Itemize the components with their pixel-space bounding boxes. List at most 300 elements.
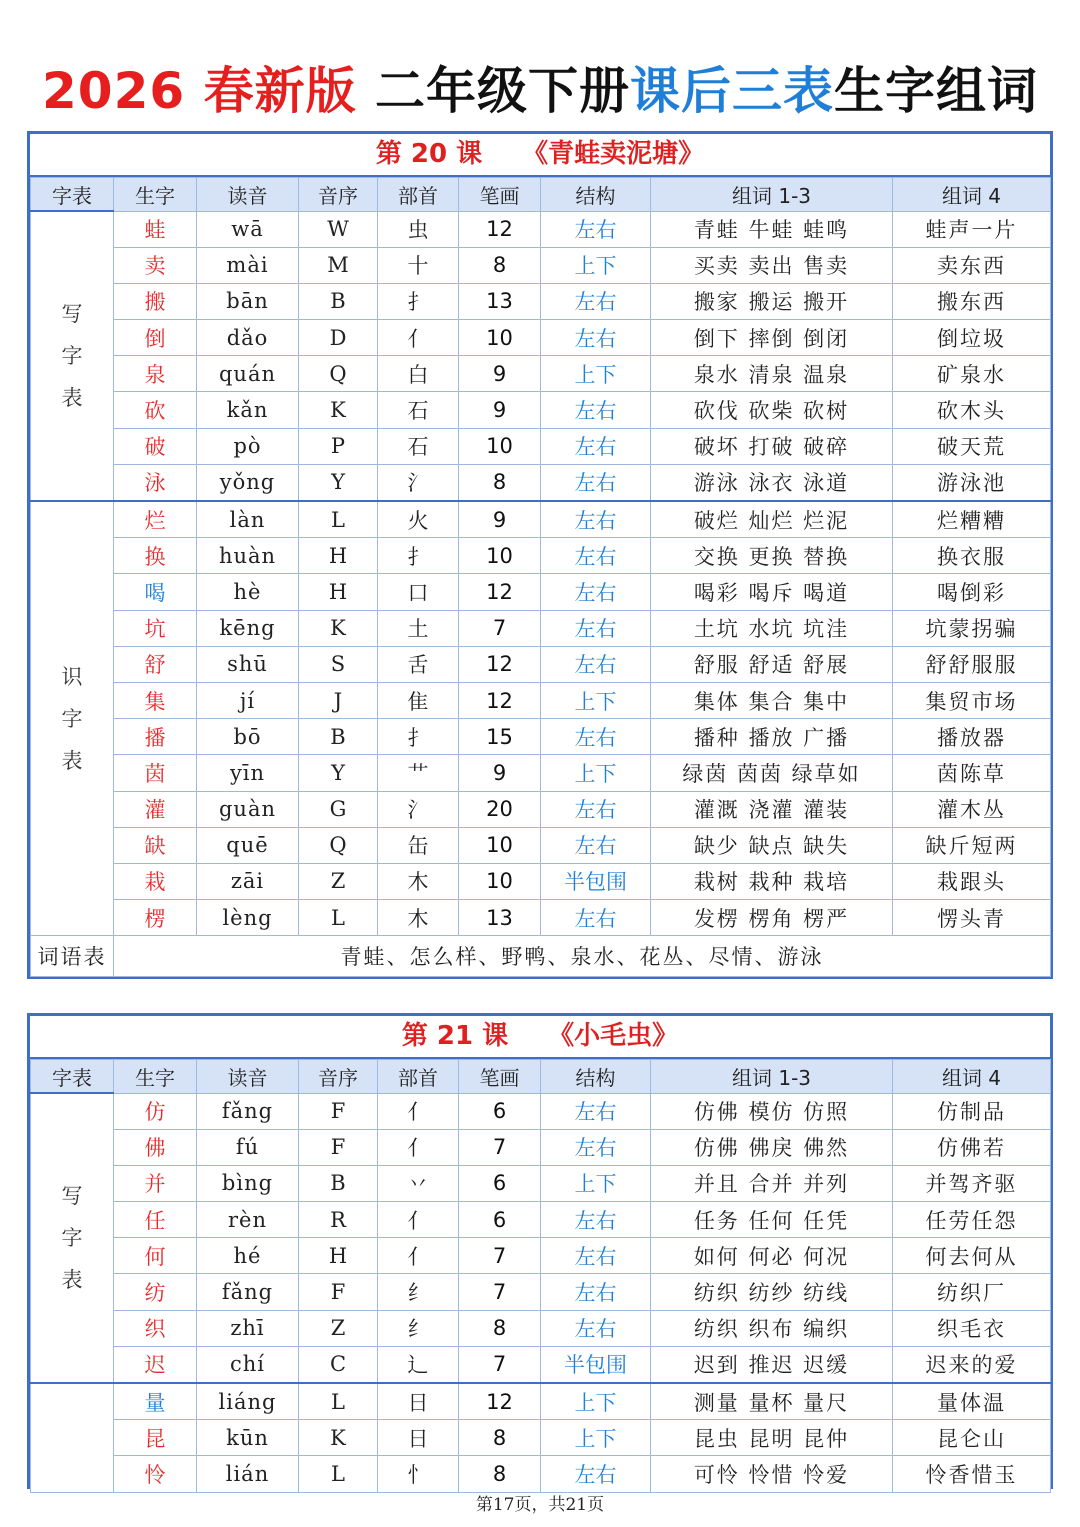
stroke-count-cell: 8 bbox=[459, 1456, 541, 1492]
col-header: 组词 4 bbox=[893, 1060, 1051, 1094]
stroke-count-cell: 7 bbox=[459, 1238, 541, 1274]
radical-cell: 扌 bbox=[378, 538, 459, 574]
word-group-cell: 土坑 水坑 坑洼 bbox=[651, 610, 893, 646]
stroke-count-cell: 12 bbox=[459, 682, 541, 718]
initial-letter-cell: F bbox=[299, 1093, 378, 1129]
pinyin-cell: liáng bbox=[197, 1383, 299, 1420]
pinyin-cell: guàn bbox=[197, 791, 299, 827]
radical-cell: 土 bbox=[378, 610, 459, 646]
initial-letter-cell: B bbox=[299, 283, 378, 319]
stroke-count-cell: 8 bbox=[459, 247, 541, 283]
pinyin-cell: wā bbox=[197, 211, 299, 247]
initial-letter-cell: W bbox=[299, 211, 378, 247]
table-row bbox=[31, 1456, 1051, 1492]
word-group-cell: 缺少 缺点 缺失 bbox=[651, 827, 893, 863]
col-header: 组词 1-3 bbox=[651, 178, 893, 212]
pinyin-cell: zhī bbox=[197, 1310, 299, 1346]
character-cell: 昆 bbox=[114, 1420, 197, 1456]
structure-cell: 上下 bbox=[541, 356, 651, 392]
radical-cell: 虫 bbox=[378, 211, 459, 247]
radical-cell: 日 bbox=[378, 1383, 459, 1420]
stroke-count-cell: 13 bbox=[459, 283, 541, 319]
structure-cell: 左右 bbox=[541, 392, 651, 428]
character-cell: 灌 bbox=[114, 791, 197, 827]
initial-letter-cell: R bbox=[299, 1202, 378, 1238]
word-group-cell: 发楞 楞角 楞严 bbox=[651, 900, 893, 936]
radical-cell: 亻 bbox=[378, 1238, 459, 1274]
group-label-char: 字 bbox=[61, 1226, 83, 1250]
radical-cell: 氵 bbox=[378, 791, 459, 827]
pinyin-cell: bìng bbox=[197, 1165, 299, 1201]
stroke-count-cell: 12 bbox=[459, 211, 541, 247]
vocabulary-label: 词语表 bbox=[31, 936, 114, 977]
structure-cell: 左右 bbox=[541, 283, 651, 319]
word-group-cell: 并且 合并 并列 bbox=[651, 1165, 893, 1201]
table-row bbox=[31, 283, 1051, 319]
stroke-count-cell: 13 bbox=[459, 900, 541, 936]
col-header: 笔画 bbox=[459, 1060, 541, 1094]
initial-letter-cell: B bbox=[299, 719, 378, 755]
table-row bbox=[31, 1310, 1051, 1346]
pinyin-cell: bō bbox=[197, 719, 299, 755]
col-header: 字表 bbox=[31, 178, 114, 212]
lesson-21-section bbox=[27, 1013, 1053, 1489]
character-cell: 泳 bbox=[114, 464, 197, 501]
character-cell: 仿 bbox=[114, 1093, 197, 1129]
word-four-cell: 坑蒙拐骗 bbox=[893, 610, 1051, 646]
pinyin-cell: dǎo bbox=[197, 320, 299, 356]
col-header: 字表 bbox=[31, 1060, 114, 1094]
initial-letter-cell: Y bbox=[299, 464, 378, 501]
table-row bbox=[31, 320, 1051, 356]
lesson-21-body bbox=[31, 1060, 1051, 1493]
structure-cell: 上下 bbox=[541, 682, 651, 718]
word-group-cell: 泉水 清泉 温泉 bbox=[651, 356, 893, 392]
writing-table-label bbox=[31, 211, 114, 501]
character-cell: 卖 bbox=[114, 247, 197, 283]
table-row bbox=[31, 1093, 1051, 1129]
radical-cell: 口 bbox=[378, 574, 459, 610]
character-cell: 栽 bbox=[114, 863, 197, 899]
stroke-count-cell: 6 bbox=[459, 1202, 541, 1238]
word-four-cell: 愣头青 bbox=[893, 900, 1051, 936]
initial-letter-cell: J bbox=[299, 682, 378, 718]
group-label-char: 字 bbox=[61, 344, 83, 368]
word-four-cell: 播放器 bbox=[893, 719, 1051, 755]
table-row bbox=[31, 1383, 1051, 1420]
pinyin-cell: mài bbox=[197, 247, 299, 283]
table-row bbox=[31, 1165, 1051, 1201]
initial-letter-cell: F bbox=[299, 1274, 378, 1310]
lesson-name: 《小毛虫》 bbox=[548, 1021, 679, 1051]
word-group-cell: 昆虫 昆明 昆仲 bbox=[651, 1420, 893, 1456]
character-cell: 泉 bbox=[114, 356, 197, 392]
stroke-count-cell: 8 bbox=[459, 1310, 541, 1346]
character-cell: 换 bbox=[114, 538, 197, 574]
character-cell: 倒 bbox=[114, 320, 197, 356]
group-label-char: 识 bbox=[61, 664, 83, 689]
table-row bbox=[31, 1420, 1051, 1456]
word-four-cell: 换衣服 bbox=[893, 538, 1051, 574]
word-four-cell: 矿泉水 bbox=[893, 356, 1051, 392]
structure-cell: 左右 bbox=[541, 900, 651, 936]
word-group-cell: 纺织 织布 编织 bbox=[651, 1310, 893, 1346]
lesson-20-section bbox=[27, 131, 1053, 979]
character-cell: 楞 bbox=[114, 900, 197, 936]
table-row bbox=[31, 791, 1051, 827]
initial-letter-cell: Z bbox=[299, 863, 378, 899]
structure-cell: 左右 bbox=[541, 1310, 651, 1346]
initial-letter-cell: G bbox=[299, 791, 378, 827]
table-row bbox=[31, 755, 1051, 791]
word-four-cell: 舒舒服服 bbox=[893, 646, 1051, 682]
word-group-cell: 灌溉 浇灌 灌装 bbox=[651, 791, 893, 827]
pinyin-cell: huàn bbox=[197, 538, 299, 574]
group-label-char: 字 bbox=[61, 706, 83, 731]
stroke-count-cell: 15 bbox=[459, 719, 541, 755]
lesson-21-table bbox=[30, 1059, 1051, 1493]
word-four-cell: 搬东西 bbox=[893, 283, 1051, 319]
word-group-cell: 搬家 搬运 搬开 bbox=[651, 283, 893, 319]
word-four-cell: 茵陈草 bbox=[893, 755, 1051, 791]
col-header: 读音 bbox=[197, 178, 299, 212]
col-header: 生字 bbox=[114, 1060, 197, 1094]
word-four-cell: 游泳池 bbox=[893, 464, 1051, 501]
lesson-header bbox=[30, 134, 1050, 177]
table-row bbox=[31, 1274, 1051, 1310]
word-group-cell: 倒下 摔倒 倒闭 bbox=[651, 320, 893, 356]
character-cell: 茵 bbox=[114, 755, 197, 791]
initial-letter-cell: B bbox=[299, 1165, 378, 1201]
pinyin-cell: fǎng bbox=[197, 1093, 299, 1129]
page-footer: 第17页，共21页 bbox=[475, 1495, 605, 1515]
character-cell: 织 bbox=[114, 1310, 197, 1346]
stroke-count-cell: 8 bbox=[459, 464, 541, 501]
character-cell: 舒 bbox=[114, 646, 197, 682]
character-cell: 砍 bbox=[114, 392, 197, 428]
structure-cell: 左右 bbox=[541, 646, 651, 682]
pinyin-cell: chí bbox=[197, 1346, 299, 1383]
initial-letter-cell: H bbox=[299, 1238, 378, 1274]
col-header: 笔画 bbox=[459, 178, 541, 212]
radical-cell: 氵 bbox=[378, 464, 459, 501]
word-group-cell: 破烂 灿烂 烂泥 bbox=[651, 501, 893, 538]
word-four-cell: 倒垃圾 bbox=[893, 320, 1051, 356]
pinyin-cell: kūn bbox=[197, 1420, 299, 1456]
word-group-cell: 喝彩 喝斥 喝道 bbox=[651, 574, 893, 610]
col-header: 音序 bbox=[299, 178, 378, 212]
word-four-cell: 仿制品 bbox=[893, 1093, 1051, 1129]
col-header: 部首 bbox=[378, 178, 459, 212]
radical-cell: 日 bbox=[378, 1420, 459, 1456]
character-cell: 并 bbox=[114, 1165, 197, 1201]
character-cell: 纺 bbox=[114, 1274, 197, 1310]
lesson-number: 第 20 课 bbox=[375, 139, 483, 169]
word-four-cell: 任劳任怨 bbox=[893, 1202, 1051, 1238]
radical-cell: 亻 bbox=[378, 1202, 459, 1238]
radical-cell: 亻 bbox=[378, 1129, 459, 1165]
stroke-count-cell: 10 bbox=[459, 428, 541, 464]
stroke-count-cell: 10 bbox=[459, 538, 541, 574]
table-row bbox=[31, 900, 1051, 936]
radical-cell: 扌 bbox=[378, 719, 459, 755]
word-group-cell: 可怜 怜惜 怜爱 bbox=[651, 1456, 893, 1492]
word-group-cell: 测量 量杯 量尺 bbox=[651, 1383, 893, 1420]
stroke-count-cell: 7 bbox=[459, 1129, 541, 1165]
group-label-char: 写 bbox=[61, 302, 83, 326]
pinyin-cell: quē bbox=[197, 827, 299, 863]
radical-cell: 石 bbox=[378, 428, 459, 464]
pinyin-cell: shū bbox=[197, 646, 299, 682]
structure-cell: 左右 bbox=[541, 464, 651, 501]
word-four-cell: 昆仑山 bbox=[893, 1420, 1051, 1456]
lesson-20-table bbox=[30, 177, 1051, 977]
word-four-cell: 并驾齐驱 bbox=[893, 1165, 1051, 1201]
character-cell: 播 bbox=[114, 719, 197, 755]
lesson-name: 《青蛙卖泥塘》 bbox=[522, 139, 705, 169]
structure-cell: 左右 bbox=[541, 320, 651, 356]
character-cell: 迟 bbox=[114, 1346, 197, 1383]
radical-cell: 亻 bbox=[378, 320, 459, 356]
stroke-count-cell: 10 bbox=[459, 863, 541, 899]
word-group-cell: 交换 更换 替换 bbox=[651, 538, 893, 574]
stroke-count-cell: 8 bbox=[459, 1420, 541, 1456]
table-row bbox=[31, 1202, 1051, 1238]
radical-cell: 隹 bbox=[378, 682, 459, 718]
word-group-cell: 绿茵 茵茵 绿草如 bbox=[651, 755, 893, 791]
pinyin-cell: lèng bbox=[197, 900, 299, 936]
word-four-cell: 灌木丛 bbox=[893, 791, 1051, 827]
col-header: 音序 bbox=[299, 1060, 378, 1094]
lesson-header bbox=[30, 1016, 1050, 1059]
radical-cell: 纟 bbox=[378, 1310, 459, 1346]
stroke-count-cell: 9 bbox=[459, 392, 541, 428]
col-header: 组词 1-3 bbox=[651, 1060, 893, 1094]
pinyin-cell: pò bbox=[197, 428, 299, 464]
initial-letter-cell: Q bbox=[299, 827, 378, 863]
stroke-count-cell: 10 bbox=[459, 320, 541, 356]
lesson-20-body bbox=[31, 178, 1051, 977]
radical-cell: 舌 bbox=[378, 646, 459, 682]
word-group-cell: 仿佛 佛戾 佛然 bbox=[651, 1129, 893, 1165]
pinyin-cell: yǒng bbox=[197, 464, 299, 501]
table-row bbox=[31, 356, 1051, 392]
table-row bbox=[31, 574, 1051, 610]
pinyin-cell: kēng bbox=[197, 610, 299, 646]
initial-letter-cell: K bbox=[299, 392, 378, 428]
vocabulary-row bbox=[31, 936, 1051, 977]
recognition-table-label bbox=[31, 501, 114, 936]
radical-cell: 石 bbox=[378, 392, 459, 428]
vocabulary-words: 青蛙、怎么样、野鸭、泉水、花丛、尽情、游泳 bbox=[114, 936, 1051, 977]
initial-letter-cell: D bbox=[299, 320, 378, 356]
title-subject: 生字组词 bbox=[834, 62, 1038, 120]
initial-letter-cell: M bbox=[299, 247, 378, 283]
character-cell: 蛙 bbox=[114, 211, 197, 247]
radical-cell: 丷 bbox=[378, 1165, 459, 1201]
stroke-count-cell: 12 bbox=[459, 574, 541, 610]
structure-cell: 左右 bbox=[541, 211, 651, 247]
radical-cell: 十 bbox=[378, 247, 459, 283]
pinyin-cell: hé bbox=[197, 1238, 299, 1274]
radical-cell: 艹 bbox=[378, 755, 459, 791]
pinyin-cell: fú bbox=[197, 1129, 299, 1165]
word-four-cell: 破天荒 bbox=[893, 428, 1051, 464]
character-cell: 量 bbox=[114, 1383, 197, 1420]
structure-cell: 左右 bbox=[541, 574, 651, 610]
word-four-cell: 迟来的爱 bbox=[893, 1346, 1051, 1383]
group-label-char: 表 bbox=[61, 1268, 83, 1292]
table-row bbox=[31, 1346, 1051, 1383]
pinyin-cell: zāi bbox=[197, 863, 299, 899]
structure-cell: 左右 bbox=[541, 827, 651, 863]
col-header: 生字 bbox=[114, 178, 197, 212]
stroke-count-cell: 20 bbox=[459, 791, 541, 827]
stroke-count-cell: 7 bbox=[459, 610, 541, 646]
character-cell: 喝 bbox=[114, 574, 197, 610]
table-row bbox=[31, 1238, 1051, 1274]
structure-cell: 左右 bbox=[541, 538, 651, 574]
radical-cell: 木 bbox=[378, 900, 459, 936]
initial-letter-cell: Y bbox=[299, 755, 378, 791]
col-header: 结构 bbox=[541, 1060, 651, 1094]
structure-cell: 上下 bbox=[541, 1165, 651, 1201]
table-row bbox=[31, 646, 1051, 682]
stroke-count-cell: 7 bbox=[459, 1346, 541, 1383]
word-four-cell: 量体温 bbox=[893, 1383, 1051, 1420]
pinyin-cell: làn bbox=[197, 501, 299, 538]
word-four-cell: 仿佛若 bbox=[893, 1129, 1051, 1165]
col-header: 结构 bbox=[541, 178, 651, 212]
pinyin-cell: rèn bbox=[197, 1202, 299, 1238]
word-group-cell: 游泳 泳衣 泳道 bbox=[651, 464, 893, 501]
word-group-cell: 集体 集合 集中 bbox=[651, 682, 893, 718]
initial-letter-cell: L bbox=[299, 1383, 378, 1420]
structure-cell: 上下 bbox=[541, 755, 651, 791]
character-cell: 坑 bbox=[114, 610, 197, 646]
table-row bbox=[31, 610, 1051, 646]
stroke-count-cell: 9 bbox=[459, 755, 541, 791]
structure-cell: 左右 bbox=[541, 719, 651, 755]
structure-cell: 左右 bbox=[541, 791, 651, 827]
group-label-char: 表 bbox=[61, 386, 83, 410]
word-four-cell: 喝倒彩 bbox=[893, 574, 1051, 610]
structure-cell: 左右 bbox=[541, 1202, 651, 1238]
character-cell: 缺 bbox=[114, 827, 197, 863]
table-header-row bbox=[31, 1060, 1051, 1094]
initial-letter-cell: H bbox=[299, 574, 378, 610]
initial-letter-cell: P bbox=[299, 428, 378, 464]
word-group-cell: 买卖 卖出 售卖 bbox=[651, 247, 893, 283]
initial-letter-cell: Z bbox=[299, 1310, 378, 1346]
initial-letter-cell: S bbox=[299, 646, 378, 682]
table-row bbox=[31, 827, 1051, 863]
stroke-count-cell: 9 bbox=[459, 501, 541, 538]
word-group-cell: 破坏 打破 破碎 bbox=[651, 428, 893, 464]
word-four-cell: 砍木头 bbox=[893, 392, 1051, 428]
structure-cell: 左右 bbox=[541, 610, 651, 646]
radical-cell: 辶 bbox=[378, 1346, 459, 1383]
word-four-cell: 烂糟糟 bbox=[893, 501, 1051, 538]
structure-cell: 左右 bbox=[541, 1456, 651, 1492]
word-group-cell: 舒服 舒适 舒展 bbox=[651, 646, 893, 682]
stroke-count-cell: 12 bbox=[459, 1383, 541, 1420]
word-group-cell: 栽树 栽种 栽培 bbox=[651, 863, 893, 899]
col-header: 组词 4 bbox=[893, 178, 1051, 212]
pinyin-cell: fǎng bbox=[197, 1274, 299, 1310]
group-label-char: 表 bbox=[61, 748, 83, 773]
structure-cell: 上下 bbox=[541, 247, 651, 283]
table-row bbox=[31, 1129, 1051, 1165]
group-label-char: 写 bbox=[61, 1184, 83, 1208]
lesson-number: 第 21 课 bbox=[401, 1021, 509, 1051]
radical-cell: 白 bbox=[378, 356, 459, 392]
page-title bbox=[0, 56, 1080, 126]
character-cell: 集 bbox=[114, 682, 197, 718]
pinyin-cell: quán bbox=[197, 356, 299, 392]
initial-letter-cell: K bbox=[299, 1420, 378, 1456]
initial-letter-cell: K bbox=[299, 610, 378, 646]
stroke-count-cell: 9 bbox=[459, 356, 541, 392]
col-header: 读音 bbox=[197, 1060, 299, 1094]
character-cell: 烂 bbox=[114, 501, 197, 538]
radical-cell: 火 bbox=[378, 501, 459, 538]
word-four-cell: 织毛衣 bbox=[893, 1310, 1051, 1346]
word-group-cell: 青蛙 牛蛙 蛙鸣 bbox=[651, 211, 893, 247]
pinyin-cell: jí bbox=[197, 682, 299, 718]
table-row bbox=[31, 538, 1051, 574]
word-group-cell: 播种 播放 广播 bbox=[651, 719, 893, 755]
word-four-cell: 何去何从 bbox=[893, 1238, 1051, 1274]
structure-cell: 左右 bbox=[541, 1129, 651, 1165]
radical-cell: 扌 bbox=[378, 283, 459, 319]
table-row bbox=[31, 501, 1051, 538]
word-group-cell: 纺织 纺纱 纺线 bbox=[651, 1274, 893, 1310]
initial-letter-cell: L bbox=[299, 900, 378, 936]
stroke-count-cell: 10 bbox=[459, 827, 541, 863]
structure-cell: 左右 bbox=[541, 1093, 651, 1129]
structure-cell: 半包围 bbox=[541, 863, 651, 899]
pinyin-cell: kǎn bbox=[197, 392, 299, 428]
structure-cell: 左右 bbox=[541, 1238, 651, 1274]
stroke-count-cell: 6 bbox=[459, 1093, 541, 1129]
word-group-cell: 任务 任何 任凭 bbox=[651, 1202, 893, 1238]
table-row bbox=[31, 211, 1051, 247]
initial-letter-cell: F bbox=[299, 1129, 378, 1165]
character-cell: 破 bbox=[114, 428, 197, 464]
structure-cell: 左右 bbox=[541, 501, 651, 538]
structure-cell: 上下 bbox=[541, 1420, 651, 1456]
pinyin-cell: lián bbox=[197, 1456, 299, 1492]
col-header: 部首 bbox=[378, 1060, 459, 1094]
character-cell: 怜 bbox=[114, 1456, 197, 1492]
word-four-cell: 缺斤短两 bbox=[893, 827, 1051, 863]
table-row bbox=[31, 682, 1051, 718]
table-row bbox=[31, 428, 1051, 464]
word-four-cell: 卖东西 bbox=[893, 247, 1051, 283]
initial-letter-cell: C bbox=[299, 1346, 378, 1383]
title-tables: 课后三表 bbox=[630, 62, 834, 120]
radical-cell: 纟 bbox=[378, 1274, 459, 1310]
pinyin-cell: hè bbox=[197, 574, 299, 610]
table-row bbox=[31, 247, 1051, 283]
character-cell: 搬 bbox=[114, 283, 197, 319]
word-four-cell: 集贸市场 bbox=[893, 682, 1051, 718]
recognition-table-label bbox=[31, 1383, 114, 1492]
word-group-cell: 如何 何必 何况 bbox=[651, 1238, 893, 1274]
radical-cell: 忄 bbox=[378, 1456, 459, 1492]
radical-cell: 缶 bbox=[378, 827, 459, 863]
